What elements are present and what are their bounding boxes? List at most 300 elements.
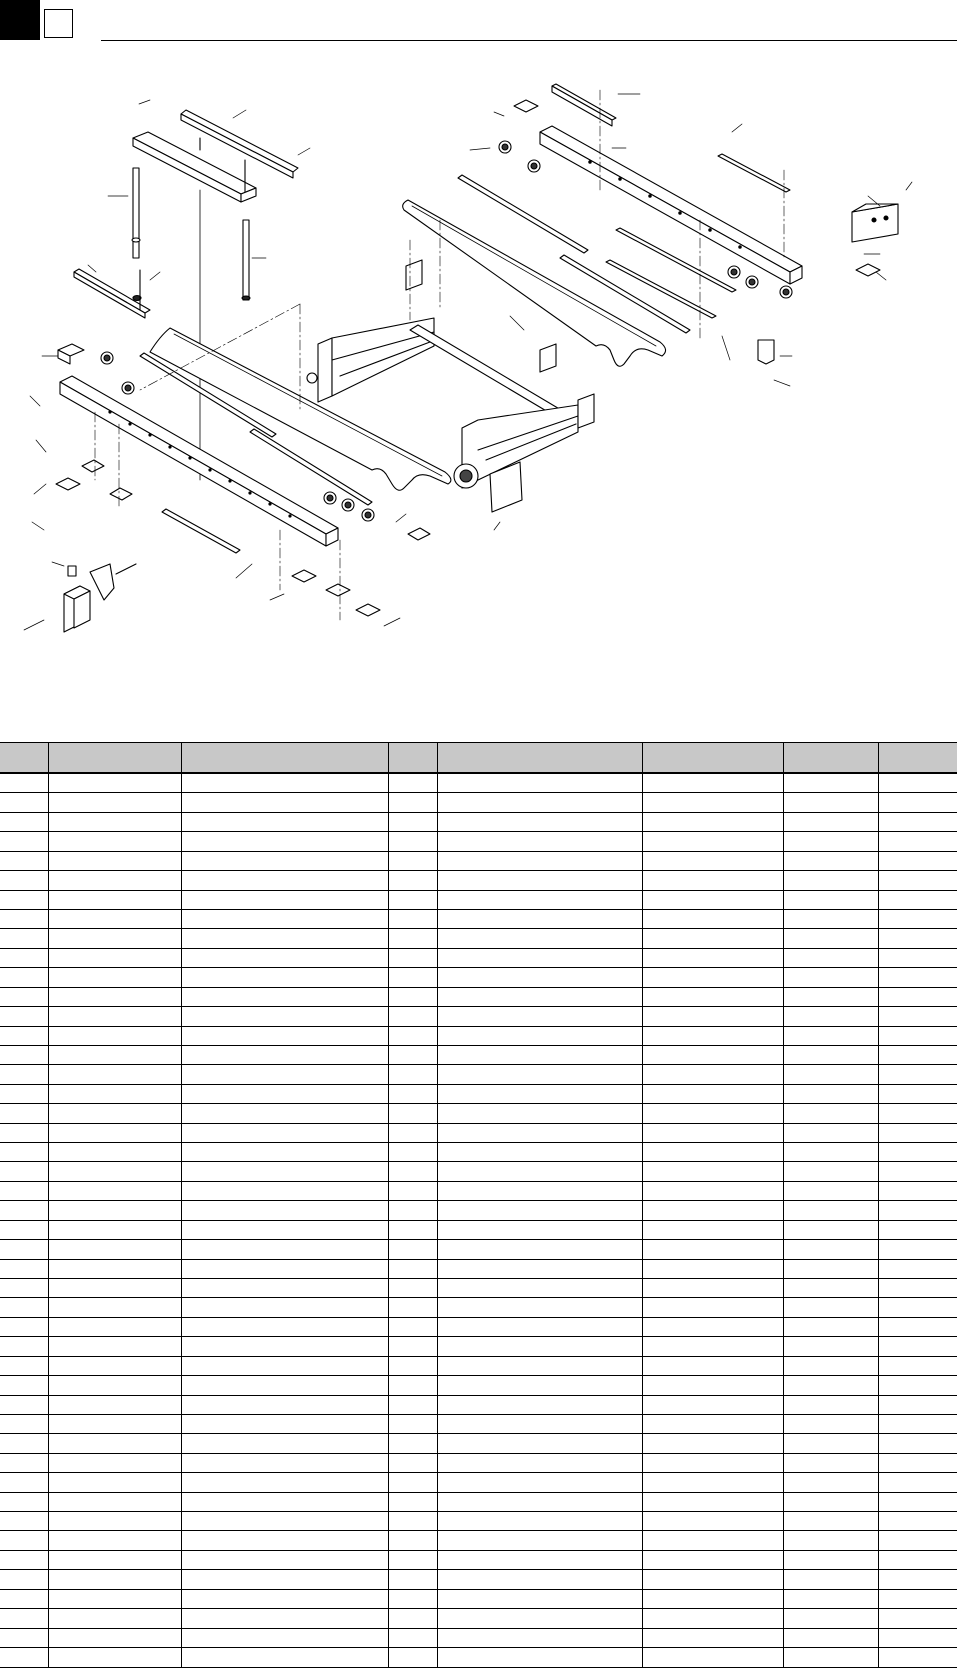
parts-table-body <box>0 773 957 1668</box>
top-left-bracket <box>133 110 298 202</box>
table-row <box>0 1240 957 1259</box>
table-row <box>0 1278 957 1297</box>
table-cell <box>878 1201 957 1220</box>
table-cell <box>642 1259 783 1278</box>
table-cell <box>642 1007 783 1026</box>
table-cell <box>388 1414 437 1433</box>
table-cell <box>388 890 437 909</box>
table-cell <box>388 1104 437 1123</box>
section-block <box>0 0 40 40</box>
table-cell <box>878 1395 957 1414</box>
table-row <box>0 1220 957 1239</box>
table-cell <box>181 1123 388 1142</box>
table-cell <box>181 909 388 928</box>
table-cell <box>388 871 437 890</box>
table-cell <box>878 1609 957 1628</box>
table-cell <box>783 1648 878 1668</box>
table-cell <box>48 987 181 1006</box>
table-row <box>0 1414 957 1433</box>
table-cell <box>642 1084 783 1103</box>
table-cell <box>437 1453 642 1472</box>
table-row <box>0 812 957 831</box>
table-cell <box>48 1278 181 1297</box>
right-main-rail <box>540 126 802 284</box>
table-cell <box>181 1084 388 1103</box>
table-cell <box>878 1531 957 1550</box>
table-cell <box>0 793 48 812</box>
table-cell <box>0 1434 48 1453</box>
table-cell <box>437 1512 642 1531</box>
column-header <box>437 743 642 774</box>
table-cell <box>783 1220 878 1239</box>
table-cell <box>181 1259 388 1278</box>
table-cell <box>181 1337 388 1356</box>
table-cell <box>437 1531 642 1550</box>
table-cell <box>388 1317 437 1336</box>
table-cell <box>783 1609 878 1628</box>
table-cell <box>437 1473 642 1492</box>
table-cell <box>878 793 957 812</box>
table-cell <box>878 1628 957 1647</box>
table-row <box>0 832 957 851</box>
table-cell <box>642 1453 783 1472</box>
table-row <box>0 1570 957 1589</box>
table-cell <box>388 1376 437 1395</box>
table-row <box>0 851 957 870</box>
table-cell <box>783 871 878 890</box>
left-strip <box>74 269 150 318</box>
table-cell <box>181 1065 388 1084</box>
table-cell <box>0 1240 48 1259</box>
table-cell <box>642 1181 783 1200</box>
table-cell <box>0 1143 48 1162</box>
table-cell <box>388 1026 437 1045</box>
table-cell <box>642 1609 783 1628</box>
table-row <box>0 948 957 967</box>
table-cell <box>878 1337 957 1356</box>
table-cell <box>878 1298 957 1317</box>
table-cell <box>437 1570 642 1589</box>
table-cell <box>48 1628 181 1647</box>
table-cell <box>181 1201 388 1220</box>
table-cell <box>783 1278 878 1297</box>
table-cell <box>388 1648 437 1668</box>
table-cell <box>783 1492 878 1511</box>
table-cell <box>388 793 437 812</box>
table-cell <box>783 1589 878 1608</box>
table-cell <box>642 987 783 1006</box>
table-cell <box>0 1181 48 1200</box>
column-header <box>878 743 957 774</box>
table-cell <box>48 1453 181 1472</box>
table-cell <box>642 1376 783 1395</box>
table-cell <box>878 890 957 909</box>
table-cell <box>181 1609 388 1628</box>
table-cell <box>181 1376 388 1395</box>
table-cell <box>388 1123 437 1142</box>
table-cell <box>388 1570 437 1589</box>
table-row <box>0 1512 957 1531</box>
table-cell <box>437 793 642 812</box>
table-cell <box>48 1414 181 1433</box>
table-cell <box>48 1531 181 1550</box>
table-cell <box>642 1337 783 1356</box>
table-cell <box>642 1492 783 1511</box>
table-cell <box>878 1240 957 1259</box>
table-cell <box>48 1181 181 1200</box>
table-cell <box>878 909 957 928</box>
table-cell <box>783 812 878 831</box>
table-cell <box>181 773 388 793</box>
table-cell <box>0 1278 48 1297</box>
table-cell <box>388 948 437 967</box>
table-cell <box>878 1259 957 1278</box>
table-cell <box>878 1162 957 1181</box>
table-cell <box>783 1473 878 1492</box>
table-row <box>0 1337 957 1356</box>
table-cell <box>783 773 878 793</box>
table-cell <box>437 1492 642 1511</box>
table-cell <box>878 1026 957 1045</box>
table-cell <box>437 909 642 928</box>
table-cell <box>0 1414 48 1433</box>
table-cell <box>0 773 48 793</box>
table-cell <box>388 1298 437 1317</box>
table-cell <box>388 1240 437 1259</box>
table-cell <box>388 1181 437 1200</box>
table-cell <box>48 1104 181 1123</box>
table-cell <box>878 1181 957 1200</box>
table-cell <box>642 1550 783 1569</box>
table-cell <box>642 1317 783 1336</box>
table-cell <box>642 1570 783 1589</box>
table-row <box>0 909 957 928</box>
table-cell <box>181 929 388 948</box>
table-cell <box>783 1143 878 1162</box>
table-cell <box>437 1609 642 1628</box>
table-cell <box>48 851 181 870</box>
table-cell <box>388 1550 437 1569</box>
table-cell <box>388 1531 437 1550</box>
table-cell <box>437 1240 642 1259</box>
table-cell <box>48 1220 181 1239</box>
table-row <box>0 1531 957 1550</box>
table-cell <box>642 1143 783 1162</box>
table-cell <box>437 1220 642 1239</box>
table-cell <box>0 1473 48 1492</box>
table-cell <box>878 832 957 851</box>
table-cell <box>878 948 957 967</box>
table-cell <box>388 851 437 870</box>
table-cell <box>0 832 48 851</box>
table-cell <box>878 1512 957 1531</box>
table-cell <box>437 1395 642 1414</box>
table-cell <box>48 968 181 987</box>
table-cell <box>437 1201 642 1220</box>
table-cell <box>388 1143 437 1162</box>
table-cell <box>48 1123 181 1142</box>
table-cell <box>642 1512 783 1531</box>
table-cell <box>878 1492 957 1511</box>
table-cell <box>0 1356 48 1375</box>
column-header <box>181 743 388 774</box>
table-cell <box>48 1201 181 1220</box>
table-cell <box>642 1162 783 1181</box>
table-cell <box>181 987 388 1006</box>
table-cell <box>388 1395 437 1414</box>
table-cell <box>388 1201 437 1220</box>
table-row <box>0 1162 957 1181</box>
table-cell <box>0 1026 48 1045</box>
table-cell <box>388 909 437 928</box>
table-cell <box>48 1084 181 1103</box>
table-row <box>0 1628 957 1647</box>
table-cell <box>388 773 437 793</box>
right-leader-lines <box>470 94 912 386</box>
table-cell <box>437 1104 642 1123</box>
table-cell <box>0 1609 48 1628</box>
table-cell <box>642 793 783 812</box>
table-cell <box>388 832 437 851</box>
table-cell <box>181 890 388 909</box>
table-cell <box>48 1570 181 1589</box>
column-header <box>783 743 878 774</box>
table-cell <box>0 1395 48 1414</box>
table-row <box>0 1065 957 1084</box>
table-cell <box>0 1453 48 1472</box>
table-cell <box>0 1259 48 1278</box>
column-header <box>388 743 437 774</box>
table-cell <box>783 1414 878 1433</box>
table-cell <box>48 1395 181 1414</box>
table-cell <box>437 987 642 1006</box>
table-cell <box>437 851 642 870</box>
table-cell <box>437 1414 642 1433</box>
table-cell <box>642 871 783 890</box>
table-cell <box>48 832 181 851</box>
table-row <box>0 890 957 909</box>
table-cell <box>181 1317 388 1336</box>
table-cell <box>0 1570 48 1589</box>
table-cell <box>642 851 783 870</box>
table-cell <box>783 1259 878 1278</box>
section-box <box>44 9 73 38</box>
table-header-row <box>0 743 957 774</box>
table-cell <box>783 1162 878 1181</box>
table-cell <box>388 1278 437 1297</box>
parts-list-table <box>0 742 957 1668</box>
table-cell <box>0 1317 48 1336</box>
table-cell <box>437 1434 642 1453</box>
table-cell <box>642 948 783 967</box>
table-cell <box>48 1337 181 1356</box>
table-cell <box>388 1512 437 1531</box>
table-cell <box>388 1356 437 1375</box>
table-row <box>0 1453 957 1472</box>
table-cell <box>783 1104 878 1123</box>
table-cell <box>48 1007 181 1026</box>
table-cell <box>642 1201 783 1220</box>
table-cell <box>878 1045 957 1064</box>
table-row <box>0 773 957 793</box>
table-cell <box>0 1648 48 1668</box>
table-cell <box>48 1065 181 1084</box>
table-row <box>0 1609 957 1628</box>
table-cell <box>642 1045 783 1064</box>
table-cell <box>783 1512 878 1531</box>
table-cell <box>878 1356 957 1375</box>
table-cell <box>388 1084 437 1103</box>
table-cell <box>437 832 642 851</box>
table-cell <box>878 1570 957 1589</box>
table-cell <box>437 1084 642 1103</box>
table-cell <box>783 1337 878 1356</box>
table-cell <box>783 1570 878 1589</box>
table-cell <box>878 929 957 948</box>
table-cell <box>0 1376 48 1395</box>
table-cell <box>388 987 437 1006</box>
table-cell <box>0 1065 48 1084</box>
table-cell <box>878 1143 957 1162</box>
table-cell <box>0 871 48 890</box>
table-cell <box>48 929 181 948</box>
table-cell <box>48 1162 181 1181</box>
column-header <box>48 743 181 774</box>
table-cell <box>0 948 48 967</box>
table-cell <box>0 1220 48 1239</box>
table-cell <box>642 890 783 909</box>
table-cell <box>878 1550 957 1569</box>
table-row <box>0 1045 957 1064</box>
table-cell <box>878 851 957 870</box>
table-cell <box>388 1628 437 1647</box>
table-cell <box>783 1181 878 1200</box>
table-cell <box>783 832 878 851</box>
table-cell <box>0 1512 48 1531</box>
table-cell <box>642 812 783 831</box>
table-row <box>0 1123 957 1142</box>
table-cell <box>783 1298 878 1317</box>
table-cell <box>437 1007 642 1026</box>
table-cell <box>642 1434 783 1453</box>
table-cell <box>878 1648 957 1668</box>
table-cell <box>437 890 642 909</box>
table-cell <box>388 1434 437 1453</box>
table-cell <box>0 851 48 870</box>
table-cell <box>642 1395 783 1414</box>
table-cell <box>388 1473 437 1492</box>
table-row <box>0 1317 957 1336</box>
table-cell <box>0 987 48 1006</box>
left-leader-lines <box>24 100 500 630</box>
table-cell <box>48 1589 181 1608</box>
table-cell <box>437 1337 642 1356</box>
table-cell <box>388 1589 437 1608</box>
table-cell <box>642 1026 783 1045</box>
table-cell <box>437 1026 642 1045</box>
table-cell <box>181 1473 388 1492</box>
table-row <box>0 1492 957 1511</box>
table-cell <box>0 1337 48 1356</box>
right-pulleys <box>499 141 792 298</box>
table-cell <box>388 1337 437 1356</box>
table-row <box>0 1395 957 1414</box>
table-cell <box>388 1492 437 1511</box>
table-cell <box>437 968 642 987</box>
table-cell <box>181 1414 388 1433</box>
table-cell <box>783 968 878 987</box>
table-cell <box>181 1240 388 1259</box>
table-cell <box>181 793 388 812</box>
table-cell <box>0 1007 48 1026</box>
table-cell <box>48 1492 181 1511</box>
table-cell <box>48 1259 181 1278</box>
table-cell <box>388 1045 437 1064</box>
table-cell <box>48 1473 181 1492</box>
table-cell <box>642 909 783 928</box>
table-row <box>0 987 957 1006</box>
table-cell <box>783 1084 878 1103</box>
table-cell <box>642 1240 783 1259</box>
table-row <box>0 1201 957 1220</box>
table-cell <box>0 890 48 909</box>
table-cell <box>878 1434 957 1453</box>
table-cell <box>437 1550 642 1569</box>
table-cell <box>388 812 437 831</box>
table-cell <box>48 1356 181 1375</box>
table-cell <box>181 948 388 967</box>
table-cell <box>181 968 388 987</box>
table-cell <box>783 1317 878 1336</box>
table-cell <box>878 1473 957 1492</box>
table-cell <box>783 1201 878 1220</box>
table-cell <box>181 812 388 831</box>
table-row <box>0 1376 957 1395</box>
table-cell <box>783 1550 878 1569</box>
table-cell <box>388 968 437 987</box>
table-row <box>0 1259 957 1278</box>
table-cell <box>0 1084 48 1103</box>
table-row <box>0 1084 957 1103</box>
table-cell <box>878 1007 957 1026</box>
table-row <box>0 1648 957 1668</box>
table-cell <box>181 1026 388 1045</box>
table-cell <box>878 1065 957 1084</box>
table-cell <box>783 851 878 870</box>
table-cell <box>437 871 642 890</box>
table-cell <box>437 1589 642 1608</box>
table-cell <box>48 1317 181 1336</box>
table-cell <box>0 1123 48 1142</box>
table-row <box>0 1356 957 1375</box>
table-cell <box>181 1453 388 1472</box>
header-rule <box>101 40 957 41</box>
table-cell <box>0 1531 48 1550</box>
table-cell <box>878 1376 957 1395</box>
table-cell <box>437 1065 642 1084</box>
table-cell <box>0 812 48 831</box>
table-cell <box>437 1162 642 1181</box>
table-cell <box>642 1628 783 1647</box>
exploded-parts-diagram <box>0 60 957 720</box>
table-cell <box>0 1589 48 1608</box>
table-cell <box>181 1492 388 1511</box>
table-cell <box>181 1512 388 1531</box>
table-cell <box>783 1356 878 1375</box>
table-cell <box>783 1376 878 1395</box>
table-cell <box>181 1648 388 1668</box>
table-cell <box>878 1104 957 1123</box>
